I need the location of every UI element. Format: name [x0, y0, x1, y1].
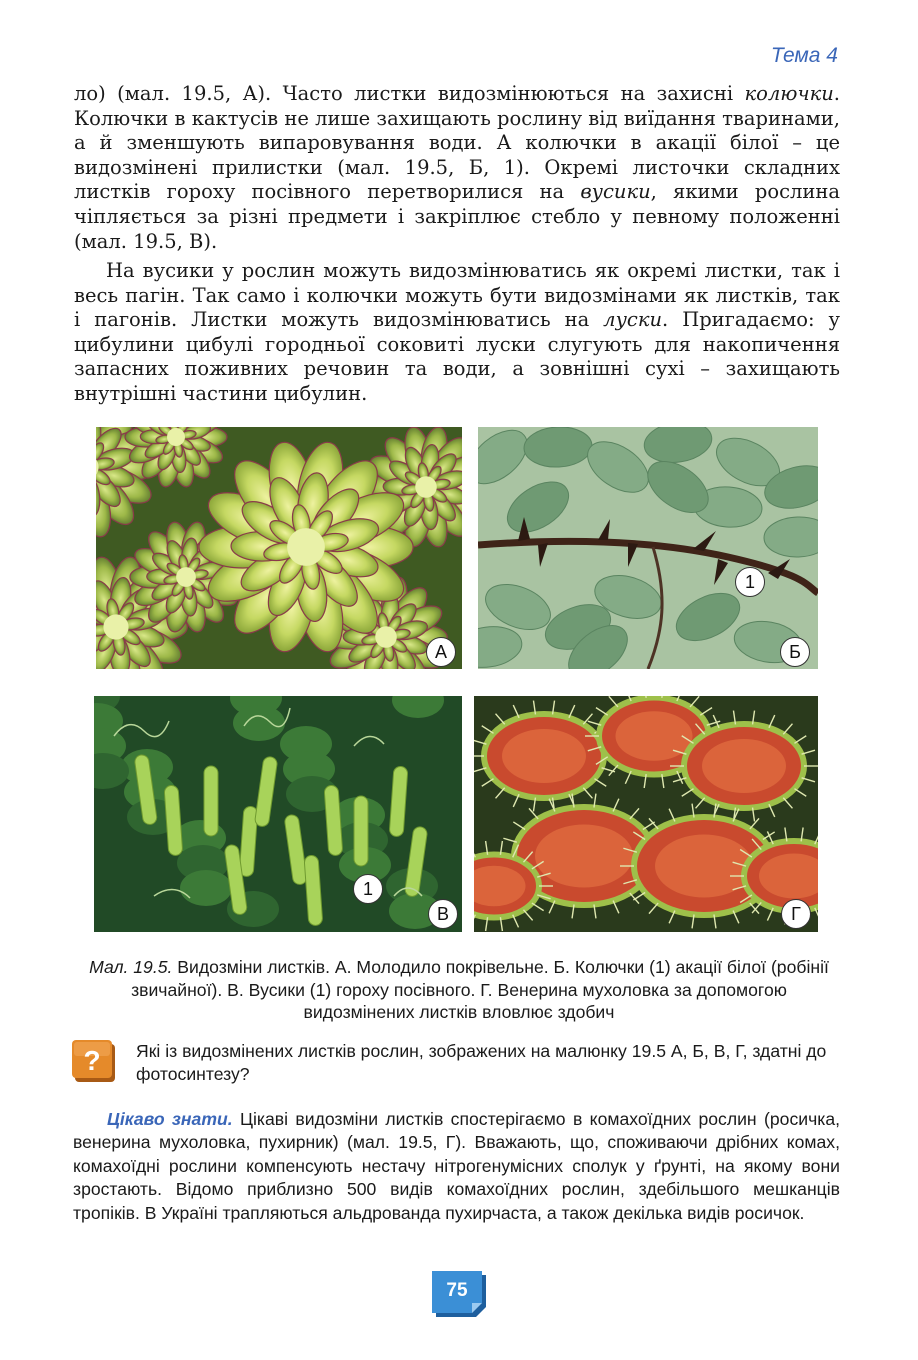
p1-run-4: , якими рослина чіпляється за різні предмети і закріплює стебло у певному положенні (мал. 19.5, В).: [74, 180, 840, 253]
caption-label: Мал. 19.5.: [89, 957, 173, 977]
caption-text: Видозміни листків. А. Молодило покрівельне. Б. Колючки (1) акації білої (робінії звичайної). В. Вусики (1) гороху посівного. Г. Венерина мухоловка за допомогою видозмінених листків вловлює здобич: [131, 957, 829, 1023]
photo-label-g: Г: [781, 899, 811, 929]
p2-run-1: луски: [603, 308, 663, 332]
pea-illustration: [94, 696, 462, 932]
photo-flytrap: [474, 696, 818, 932]
houseleek-illustration: [96, 427, 462, 669]
p2-run-2: . Пригадаємо: у цибулини цибулі городньої соковиті луски слугують для накопичення запасних поживних речовин та води, а зовнішні сухі – захищають внутрішні частини цибулин.: [74, 308, 840, 405]
photo-acacia: [478, 427, 818, 669]
interesting-fact-text: Цікаві видозміни листків спостерігаємо в комахоїдних рослин (росичка, венерина мухоловка, пухирник) (мал. 19.5, Г). Вважають, що, споживаючи дрібних комах, комахоїдні рослини компенсують нестачу нітрогенумісних сполук у ґрунті, на якому вони зростають. Відомо приблизно 500 видів комахоїдних рослин, здебільшого мешканців тропіків. В Україні трапляються альдрованда пухирчаста, а також декілька видів росичок.: [73, 1109, 840, 1223]
interesting-fact-lead: Цікаво знати.: [107, 1109, 233, 1129]
paragraph-1: [74, 82, 840, 254]
photo-houseleek: [96, 427, 462, 669]
photo-label-b: Б: [780, 637, 810, 667]
theme-header: Тема 4: [770, 44, 838, 67]
p1-run-0: ло) (мал. 19.5, А). Часто листки видозмінюються на захисні: [74, 82, 745, 105]
question-text: Які із видозмінених листків рослин, зображених на малюнку 19.5 А, Б, В, Г, здатні до фотосинтезу?: [136, 1041, 827, 1084]
interesting-fact: [73, 1108, 840, 1225]
svg-text:?: ?: [83, 1045, 101, 1076]
photo-label-a: А: [426, 637, 456, 667]
tendril-callout: 1: [353, 874, 383, 904]
figure-caption: [76, 956, 842, 1024]
paragraph-2: [74, 259, 840, 407]
flytrap-illustration: [474, 696, 818, 932]
p2-run-0: На вусики у рослин можуть видозмінюватись як окремі листки, так і весь пагін. Так само і колючки можуть бути видозмінами як листків, так і пагонів. Листки можуть видозмінюватись на: [74, 259, 840, 332]
photo-label-v: В: [428, 899, 458, 929]
thorn-callout: 1: [735, 567, 765, 597]
question-mark-icon: [72, 1040, 116, 1082]
photo-pea: [94, 696, 462, 932]
p1-run-3: вусики: [580, 180, 651, 204]
acacia-illustration: [478, 427, 818, 669]
page-number: [432, 1271, 488, 1319]
p1-run-2: . Колючки в кактусів не лише захищають рослину від виїдання тваринами, а й зменшують випаровування води. А колючки в акації білої – це видозмінені прилистки (мал. 19.5, Б, 1). Окремі листочки складних листків гороху посівного перетворилися на: [74, 82, 840, 204]
page-number-text: 75: [446, 1280, 468, 1301]
p1-run-1: колючки: [744, 82, 834, 105]
